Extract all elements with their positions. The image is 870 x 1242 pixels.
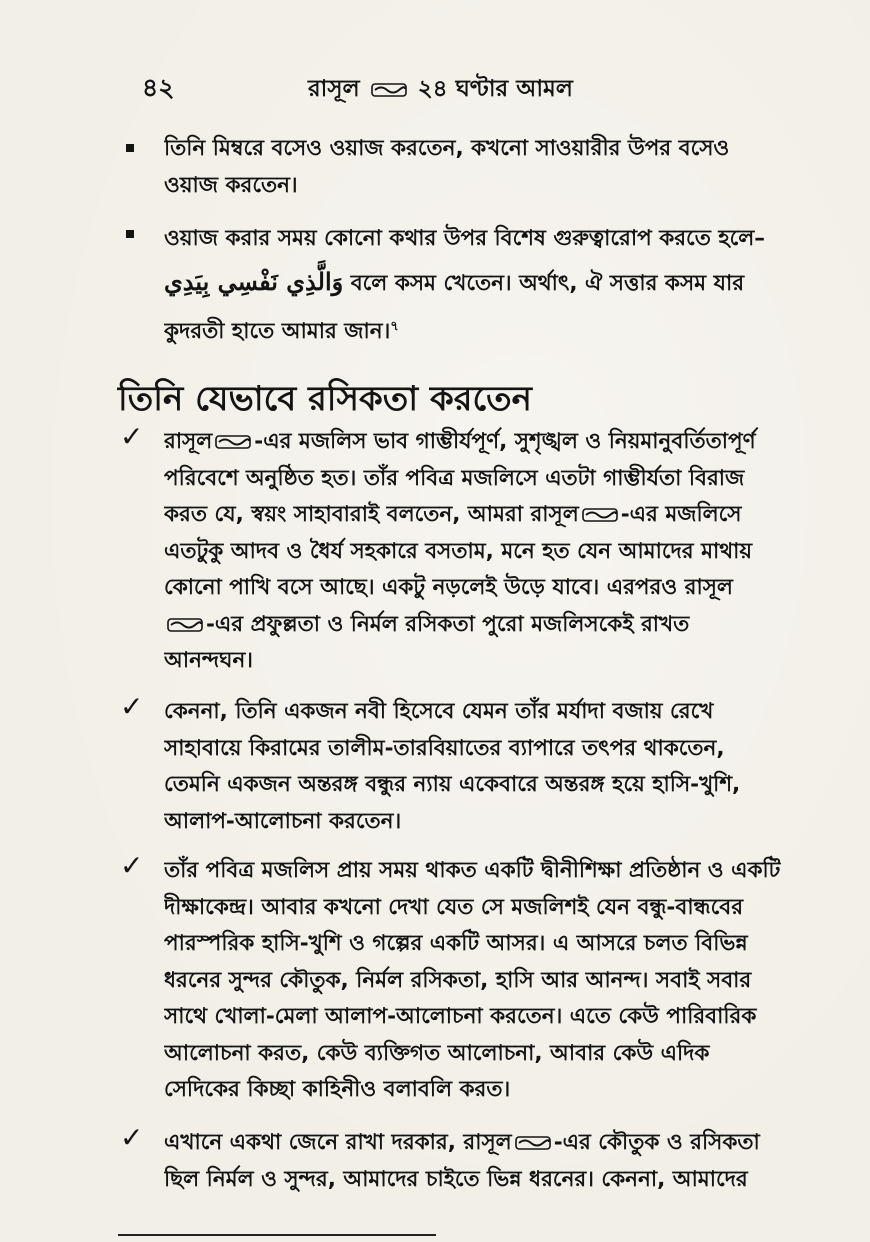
checkmark-icon: ✓ [120,420,144,453]
text-line [164,607,816,644]
text-line: সাহাবায়ে কিরামের তালীম-তারবিয়াতের ব্যাপারে তৎপর থাকতেন, [164,735,725,761]
check-text [164,853,816,1109]
salawat-icon [371,81,407,99]
text-line: পারস্পরিক হাসি-খুশি ও গল্পের একটি আসর। এ আসরে চলত বিভিন্ন [164,931,748,956]
page-header [0,68,870,108]
square-bullet-icon [126,144,134,152]
salawat-icon [582,506,618,524]
footnote-marker: ৭ [390,319,399,334]
text-line: আলাপ-আলোচনা করতেন। [164,808,402,834]
running-head-after: ২৪ ঘণ্টার আমল [417,76,573,102]
text-line: আনন্দঘন। [164,648,253,673]
check-text [164,424,816,680]
checkmark-icon: ✓ [120,849,144,882]
text-line: ধরনের সুন্দর কৌতুক, নির্মল রসিকতা, হাসি আর আনন্দ। সবাই সবার [164,967,752,993]
text-line: ওয়াজ করার সময় কোনো কথার উপর বিশেষ গুরুত্বারোপ করতে হলে– [164,226,766,251]
text-line: সেদিকের কিচ্ছা কাহিনীও বলাবলি করত। [164,1077,511,1102]
text-line: সাথে খোলা-মেলা আলাপ-আলোচনা করতেন। এতে কেউ পারিবারিক [164,1004,757,1029]
page-number: ৪২ [142,73,175,102]
text-line [164,424,816,461]
arabic-oath: وَالَّذِي نَفْسِي بِيَدِي [164,267,344,296]
text-segment: -এর মজলিসে [620,502,742,527]
text-line [164,260,816,305]
text-line: কোনো পাখি বসে আছে। একটু নড়লেই উড়ে যাবে। এরপরও রাসূল [164,575,733,600]
running-head-before: রাসূল [308,76,360,102]
text-line: কেননা, তিনি একজন নবী হিসেবে যেমন তাঁর মর্যাদা বজায় রেখে [164,699,714,724]
checkmark-icon: ✓ [120,690,144,723]
square-bullet-icon [126,230,134,238]
text-line: তেমনি একজন অন্তরঙ্গ বন্ধুর ন্যায় একেবারে অন্তরঙ্গ হয়ে হাসি-খুশি, [164,772,741,797]
text-segment: কুদরতী হাতে আমার জান। [164,319,391,345]
check-text [164,1125,816,1198]
text-line: তিনি মিম্বরে বসেও ওয়াজ করতেন, কখনো সাওয়ারীর উপর বসেও [164,136,730,161]
text-segment: বলে কসম খেতেন। অর্থাৎ, ঐ সত্তার কসম যার [350,271,745,296]
salawat-icon [215,433,251,451]
text-segment: করত যে, স্বয়ং সাহাবারাই বলতেন, আমরা রাসূল [164,502,579,527]
check-text [164,694,816,840]
text-segment: রাসূল [164,429,213,454]
checkmark-icon: ✓ [120,1121,144,1154]
text-line: ছিল নির্মল ও সুন্দর, আমাদের চাইতে ভিন্ন ধরনের। কেননা, আমাদের [164,1166,748,1192]
text-segment: -এর মজলিস ভাব গাম্ভীর্যপূর্ণ, সুশৃঙ্খল ও নিয়মানুবর্তিতাপূর্ণ [254,429,756,454]
running-head [308,70,573,109]
bullet-text [164,131,816,204]
salawat-icon [515,1134,551,1152]
section-title: তিনি যেভাবে রসিকতা করতেন [118,379,532,419]
text-line: পরিবেশে অনুষ্ঠিত হত। তাঁর পবিত্র মজলিসে এতটা গাম্ভীর্যতা বিরাজ [164,465,745,491]
text-line [164,305,816,353]
text-line [164,497,816,534]
text-line: তাঁর পবিত্র মজলিস প্রায় সময় থাকত একটি দ্বীনীশিক্ষা প্রতিষ্ঠান ও একটি [164,858,781,883]
text-line [164,1125,816,1162]
text-segment: এখানে একথা জেনে রাখা দরকার, রাসূল [164,1130,512,1155]
footnote-divider [118,1234,436,1236]
text-line: আলোচনা করত, কেউ ব্যক্তিগত আলোচনা, আবার কেউ এদিক [164,1040,710,1066]
bullet-text [164,217,816,353]
text-line: এতটুকু আদব ও ধৈর্য সহকারে বসতাম, মনে হত যেন আমাদের মাথায় [164,538,753,564]
salawat-icon [167,616,203,634]
text-line: দীক্ষাকেন্দ্র। আবার কখনো দেখা যেত সে মজলিশই যেন বন্ধু-বান্ধবের [164,894,744,920]
text-segment: -এর প্রফুল্লতা ও নির্মল রসিকতা পুরো মজলিসকেই রাখত [206,611,690,637]
text-segment: -এর কৌতুক ও রসিকতা [553,1130,760,1155]
text-line: ওয়াজ করতেন। [164,172,298,198]
